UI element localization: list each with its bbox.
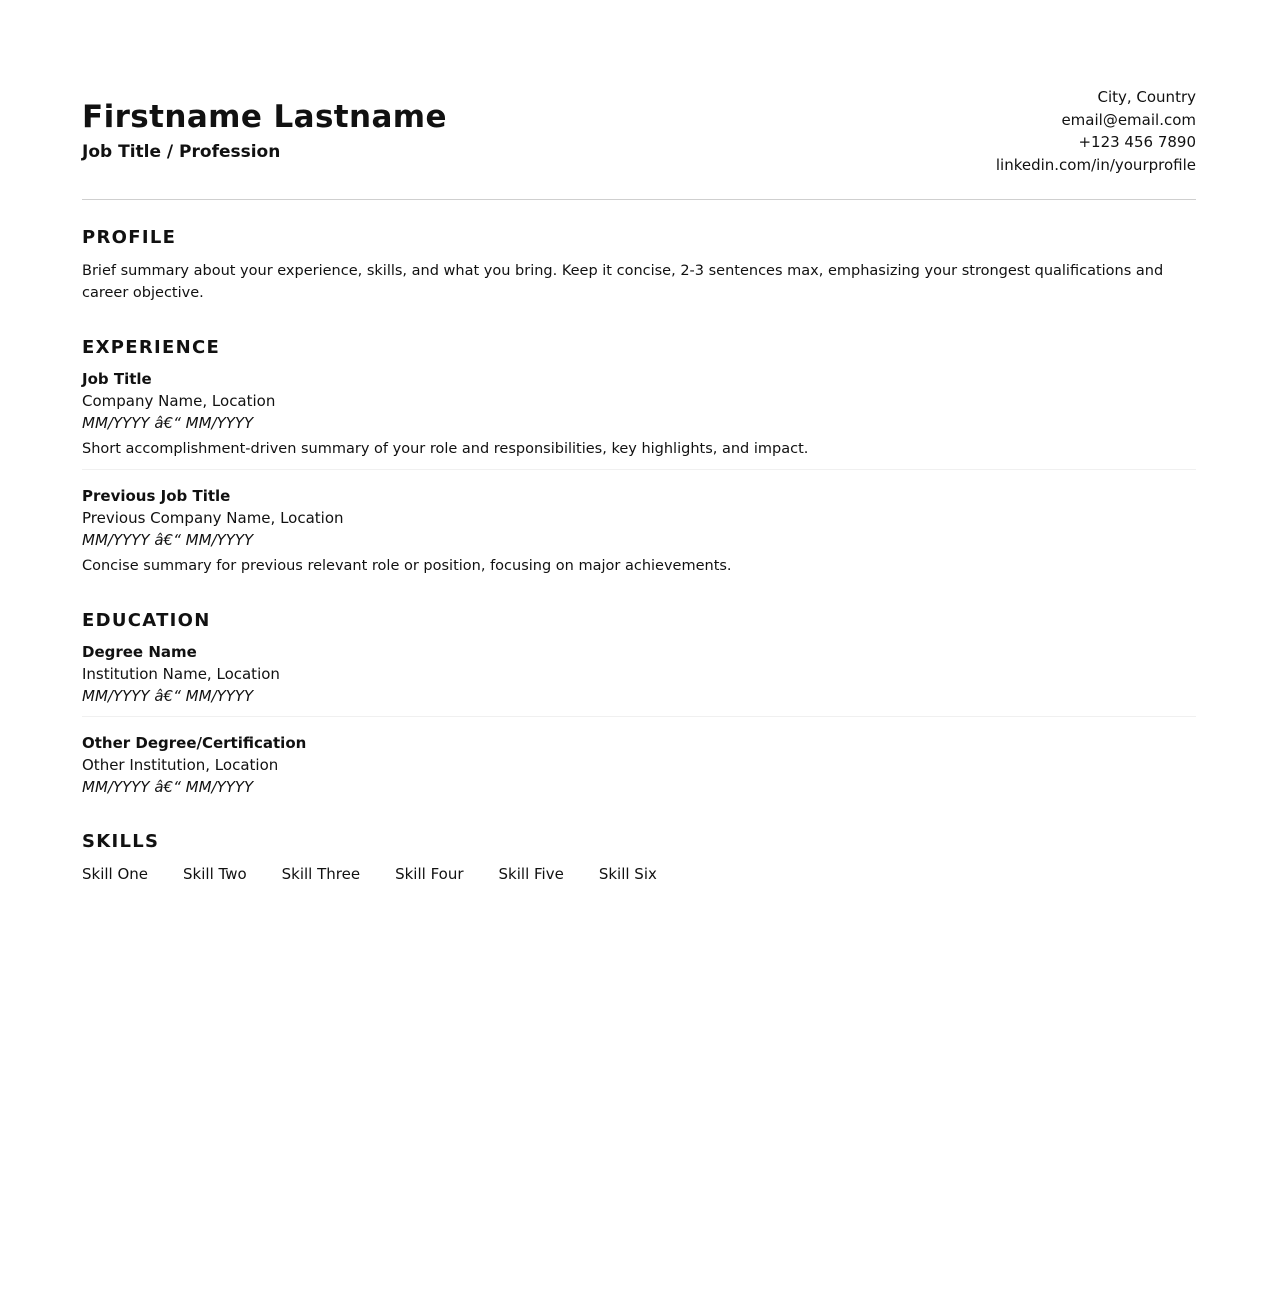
education-section <box>82 609 1196 798</box>
experience-job-title: Previous Job Title <box>82 486 231 505</box>
profile-heading: PROFILE <box>82 226 177 248</box>
contact-email: email@email.com <box>1061 110 1196 129</box>
contact-phone: +123 456 7890 <box>1078 133 1196 152</box>
experience-heading: EXPERIENCE <box>82 336 221 358</box>
education-heading: EDUCATION <box>82 609 211 631</box>
experience-section <box>82 336 1196 577</box>
education-dates: MM/YYYY â€“ MM/YYYY <box>82 686 254 705</box>
experience-list <box>82 368 1196 577</box>
education-degree: Degree Name <box>82 642 197 661</box>
education-list <box>82 641 1196 798</box>
contact-linkedin: linkedin.com/in/yourprofile <box>995 156 1196 175</box>
experience-job-title: Job Title <box>82 369 152 388</box>
skill-item: Skill Two <box>183 864 247 883</box>
skills-heading: SKILLS <box>82 830 160 852</box>
resume-header <box>82 86 1196 200</box>
skill-item: Skill Three <box>281 864 361 883</box>
experience-description: Short accomplishment-driven summary of your role and responsibilities, key highlights, and impact. <box>82 440 809 457</box>
skill-item: Skill Six <box>598 864 657 883</box>
experience-entry <box>82 469 1196 577</box>
identity-block <box>82 86 447 164</box>
experience-dates: MM/YYYY â€“ MM/YYYY <box>82 530 254 549</box>
contact-block <box>996 86 1196 177</box>
education-degree: Other Degree/Certification <box>82 733 307 752</box>
skill-item: Skill Four <box>395 864 464 883</box>
experience-company: Previous Company Name, Location <box>82 508 344 527</box>
education-institution: Other Institution, Location <box>82 755 279 774</box>
resume-page <box>82 0 1196 885</box>
skills-list <box>82 863 1196 885</box>
experience-dates: MM/YYYY â€“ MM/YYYY <box>82 413 254 432</box>
education-dates: MM/YYYY â€“ MM/YYYY <box>82 777 254 796</box>
skills-section <box>82 830 1196 885</box>
experience-company: Company Name, Location <box>82 391 276 410</box>
experience-entry <box>82 368 1196 460</box>
job-title: Job Title / Profession <box>82 142 281 162</box>
profile-section <box>82 226 1196 304</box>
contact-location: City, Country <box>1097 88 1196 106</box>
candidate-name: Firstname Lastname <box>82 99 447 135</box>
skill-item: Skill One <box>82 864 149 883</box>
education-institution: Institution Name, Location <box>82 664 280 683</box>
experience-description: Concise summary for previous relevant role or position, focusing on major achievements. <box>82 557 732 574</box>
education-entry <box>82 716 1196 798</box>
education-entry <box>82 641 1196 707</box>
profile-summary: Brief summary about your experience, skills, and what you bring. Keep it concise, 2-3 sentences max, emphasizing your strongest qualifications and career objective. <box>82 262 1164 301</box>
skill-item: Skill Five <box>498 864 564 883</box>
